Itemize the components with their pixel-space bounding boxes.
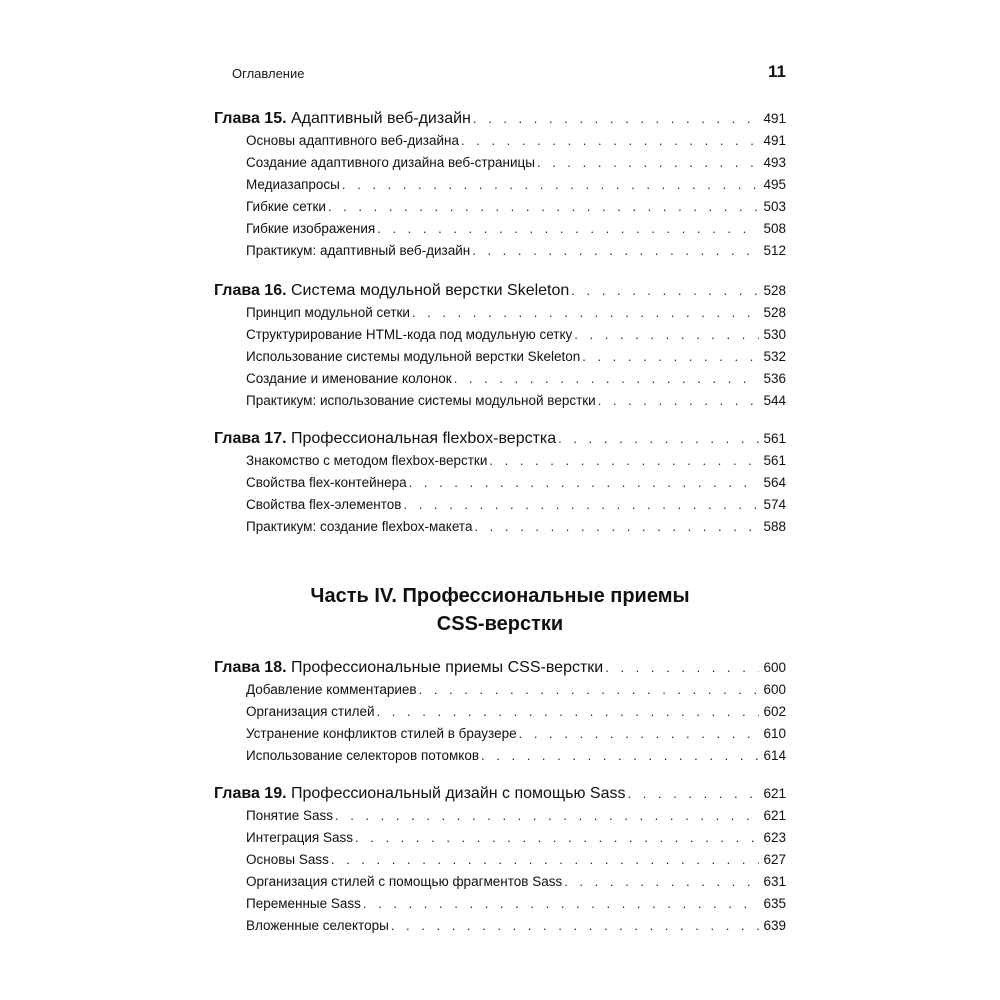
dot-leader: [328, 196, 759, 218]
dot-leader: [582, 346, 759, 368]
dot-leader: [564, 871, 759, 893]
dot-leader: [409, 472, 760, 494]
section-title: Основы Sass: [246, 852, 329, 867]
chapter-title: Адаптивный веб-дизайн: [291, 110, 471, 127]
dot-leader: [474, 516, 759, 538]
dot-leader: [342, 174, 760, 196]
section-page: 621: [763, 808, 786, 823]
toc-section: [214, 196, 786, 218]
toc-block-chapter-15: [214, 108, 786, 262]
section-title: Медиазапросы: [246, 177, 340, 192]
section-page: 532: [763, 349, 786, 364]
section-page: 623: [763, 830, 786, 845]
toc-section: [214, 302, 786, 324]
section-title: Свойства flex-контейнера: [246, 475, 407, 490]
dot-leader: [473, 108, 760, 130]
dot-leader: [335, 805, 759, 827]
part-title-line-2: CSS-верстки: [436, 613, 564, 635]
chapter-page: 600: [763, 660, 786, 675]
dot-leader: [412, 302, 759, 324]
section-title: Интеграция Sass: [246, 830, 353, 845]
chapter-title: Профессиональная flexbox-верстка: [291, 430, 557, 447]
toc-section: [214, 745, 786, 767]
toc-section: [214, 893, 786, 915]
section-page: 493: [763, 155, 786, 170]
toc-chapter-18: [214, 657, 786, 679]
section-title: Структурирование HTML-кода под модульную сетку: [246, 327, 573, 342]
dot-leader: [391, 915, 760, 937]
toc-chapter-17: [214, 428, 786, 450]
section-title: Гибкие сетки: [246, 199, 326, 214]
toc-section: [214, 240, 786, 262]
dot-leader: [403, 494, 759, 516]
dot-leader: [419, 679, 760, 701]
dot-leader: [355, 827, 759, 849]
section-page: 627: [763, 852, 786, 867]
section-page: 495: [763, 177, 786, 192]
section-title: Создание и именование колонок: [246, 371, 452, 386]
section-page: 639: [763, 918, 786, 933]
chapter-prefix: Глава 19.: [214, 785, 287, 802]
toc-section: [214, 871, 786, 893]
section-page: 631: [763, 874, 786, 889]
toc-chapter-16: [214, 280, 786, 302]
chapter-prefix: Глава 17.: [214, 430, 287, 447]
toc-section: [214, 368, 786, 390]
section-title: Практикум: адаптивный веб-дизайн: [246, 243, 471, 258]
chapter-prefix: Глава 18.: [214, 659, 287, 676]
section-title: Свойства flex-элементов: [246, 497, 402, 512]
toc-section: [214, 701, 786, 723]
dot-leader: [331, 849, 760, 871]
section-title: Вложенные селекторы: [246, 918, 389, 933]
section-page: 528: [763, 305, 786, 320]
dot-leader: [472, 240, 759, 262]
toc-section: [214, 723, 786, 745]
section-title: Практикум: создание flexbox-макета: [246, 519, 473, 534]
section-page: 574: [763, 497, 786, 512]
toc-block-chapter-19: [214, 783, 786, 937]
toc-chapter-19: [214, 783, 786, 805]
toc-section: [214, 849, 786, 871]
dot-leader: [558, 428, 759, 450]
section-title: Использование системы модульной верстки Skeleton: [246, 349, 581, 364]
section-page: 561: [763, 453, 786, 468]
toc-section: [214, 450, 786, 472]
toc-section: [214, 130, 786, 152]
chapter-page: 621: [763, 786, 786, 801]
toc-section: [214, 494, 786, 516]
section-title: Создание адаптивного дизайна веб-страницы: [246, 155, 535, 170]
dot-leader: [519, 723, 760, 745]
chapter-title: Профессиональные приемы CSS-верстки: [291, 659, 604, 676]
dot-leader: [571, 280, 759, 302]
section-title: Использование селекторов потомков: [246, 748, 480, 763]
chapter-title: Система модульной верстки Skeleton: [291, 282, 570, 299]
page-header: [232, 62, 786, 86]
section-page: 635: [763, 896, 786, 911]
section-page: 600: [763, 682, 786, 697]
dot-leader: [461, 130, 759, 152]
part-title: [214, 582, 786, 638]
dot-leader: [598, 390, 760, 412]
dot-leader: [627, 783, 759, 805]
page-number: 11: [768, 62, 786, 81]
dot-leader: [454, 368, 760, 390]
section-page: 588: [763, 519, 786, 534]
section-page: 610: [763, 726, 786, 741]
section-page: 564: [763, 475, 786, 490]
running-head: Оглавление: [232, 66, 305, 81]
dot-leader: [537, 152, 760, 174]
toc-block-chapter-17: [214, 428, 786, 538]
section-page: 491: [763, 133, 786, 148]
dot-leader: [489, 450, 759, 472]
toc-section: [214, 679, 786, 701]
dot-leader: [481, 745, 759, 767]
section-page: 544: [763, 393, 786, 408]
section-page: 614: [763, 748, 786, 763]
section-page: 508: [763, 221, 786, 236]
chapter-prefix: Глава 15.: [214, 110, 287, 127]
section-page: 602: [763, 704, 786, 719]
section-title: Организация стилей с помощью фрагментов Sass: [246, 874, 563, 889]
section-title: Добавление комментариев: [246, 682, 417, 697]
toc-section: [214, 915, 786, 937]
toc-section: [214, 218, 786, 240]
toc-chapter-15: [214, 108, 786, 130]
toc-section: [214, 346, 786, 368]
section-page: 530: [763, 327, 786, 342]
chapter-page: 491: [763, 111, 786, 126]
section-page: 512: [763, 243, 786, 258]
toc-section: [214, 390, 786, 412]
section-title: Принцип модульной сетки: [246, 305, 410, 320]
section-title: Понятие Sass: [246, 808, 333, 823]
toc-section: [214, 174, 786, 196]
section-title: Основы адаптивного веб-дизайна: [246, 133, 460, 148]
chapter-prefix: Глава 16.: [214, 282, 287, 299]
part-title-line-1: Часть IV. Профессиональные приемы: [310, 585, 690, 607]
toc-block-chapter-18: [214, 657, 786, 767]
toc-section: [214, 324, 786, 346]
section-title: Гибкие изображения: [246, 221, 376, 236]
dot-leader: [363, 893, 760, 915]
toc-section: [214, 827, 786, 849]
toc-section: [214, 805, 786, 827]
dot-leader: [377, 218, 759, 240]
section-title: Знакомство с методом flexbox-верстки: [246, 453, 488, 468]
section-title: Практикум: использование системы модульной верстки: [246, 393, 596, 408]
toc-section: [214, 472, 786, 494]
toc-block-chapter-16: [214, 280, 786, 412]
chapter-title: Профессиональный дизайн с помощью Sass: [291, 785, 626, 802]
section-page: 503: [763, 199, 786, 214]
chapter-page: 528: [763, 283, 786, 298]
section-title: Организация стилей: [246, 704, 375, 719]
chapter-page: 561: [763, 431, 786, 446]
toc-section: [214, 516, 786, 538]
toc-section: [214, 152, 786, 174]
section-title: Устранение конфликтов стилей в браузере: [246, 726, 517, 741]
section-title: Переменные Sass: [246, 896, 361, 911]
dot-leader: [377, 701, 760, 723]
dot-leader: [574, 324, 759, 346]
section-page: 536: [763, 371, 786, 386]
dot-leader: [605, 657, 759, 679]
